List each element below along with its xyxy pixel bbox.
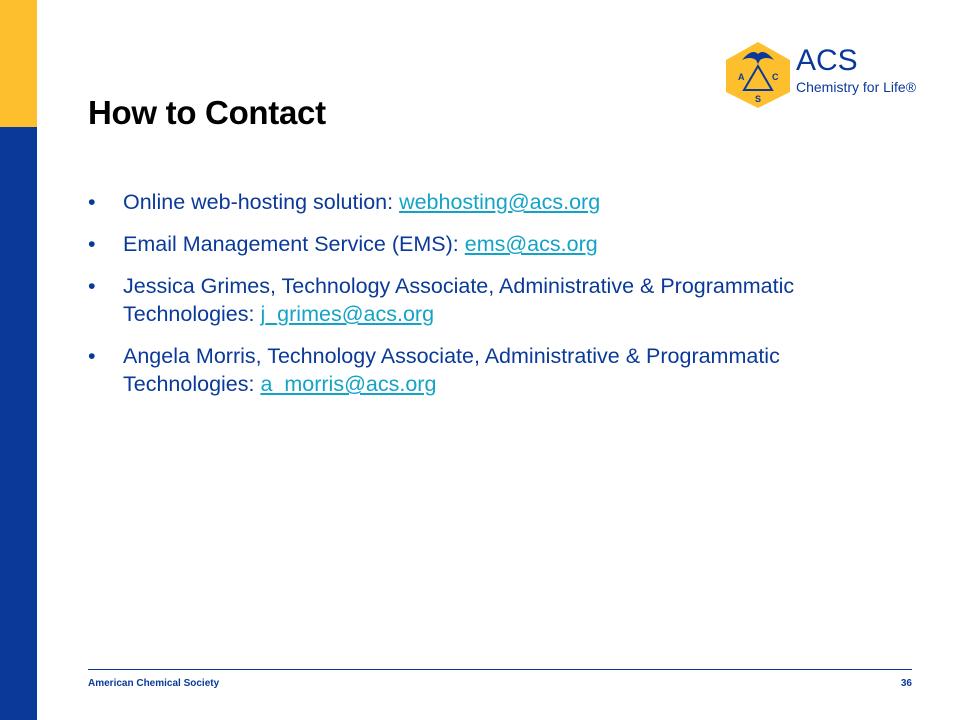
bullet-icon: • [88,190,96,214]
email-link-angela-morris[interactable]: a_morris@acs.org [260,372,437,396]
logo-wordmark: ACS [796,44,858,77]
contact-text: Angela Morris, Technology Associate, Administrative & Programmatic Technologies: [123,344,780,396]
bullet-icon: • [88,232,96,256]
footer-organization: American Chemical Society [88,678,220,689]
bullet-icon: • [88,344,96,368]
emblem-letter-a: A [738,72,745,82]
contact-item-angela-morris [88,342,888,398]
acs-logo-svg [722,40,922,108]
email-link-ems[interactable]: ems@acs.org [464,232,598,256]
slide-title: How to Contact [88,94,326,131]
contact-text: Jessica Grimes, Technology Associate, Administrative & Programmatic Technologies: [123,274,795,326]
contact-item-ems [88,230,888,258]
contact-text: Online web-hosting solution: [123,190,400,214]
contact-text: Email Management Service (EMS): [123,232,465,256]
contact-list [88,188,888,412]
logo-tagline: Chemistry for Life® [796,79,917,95]
email-link-jessica-grimes[interactable]: j_grimes@acs.org [260,302,435,326]
emblem-letter-s: S [755,94,762,104]
bullet-icon: • [88,274,96,298]
emblem-letter-c: C [772,72,779,82]
footer-divider [88,669,912,670]
contact-item-webhosting [88,188,888,216]
page-number: 36 [900,678,912,689]
contact-item-jessica-grimes [88,272,888,328]
left-accent-bar-blue [0,127,37,720]
left-accent-bar-gold [0,0,37,127]
acs-logo [722,40,922,108]
email-link-webhosting[interactable]: webhosting@acs.org [399,190,601,214]
